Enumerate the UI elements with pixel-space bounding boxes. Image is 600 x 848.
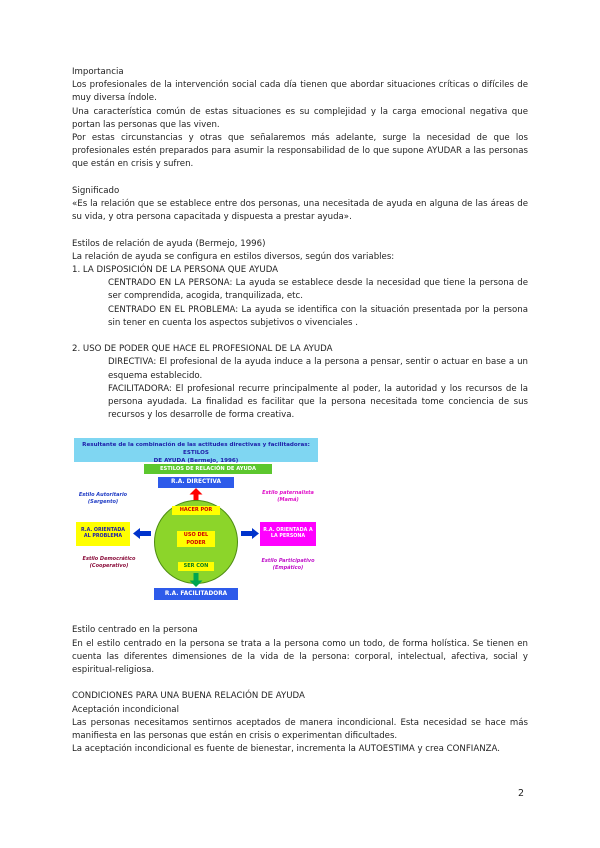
- heading-aceptacion-incondicional: Aceptación incondicional: [72, 704, 179, 715]
- heading-estilo-centrado-persona: Estilo centrado en la persona: [72, 625, 198, 636]
- paragraph-aceptacion-1: Las personas necesitamos sentirnos aceptados de manera incondicional. Esta necesidad se hace más manifiesta en las personas que están en crisis o experimentan dificultades.: [72, 717, 528, 742]
- style-label-line: Estilo paternalista: [262, 490, 314, 497]
- style-label-line: Estilo Democrático: [82, 556, 136, 563]
- paragraph-facilitadora: FACILITADORA: El profesional recurre principalmente al poder, la autoridad y los recursos de la persona ayudada. La finalidad es facilitar que la persona necesitada tome conciencia de sus recursos y los desarrolle de forma creativa.: [108, 383, 528, 421]
- page-number: 2: [517, 788, 524, 799]
- paragraph-aceptacion-2: La aceptación incondicional es fuente de bienestar, incrementa la AUTOESTIMA y crea CONFIANZA.: [72, 744, 500, 755]
- heading-condiciones: CONDICIONES PARA UNA BUENA RELACIÓN DE AYUDA: [72, 691, 305, 702]
- diagram-chip-hacer-por: HACER POR: [172, 506, 220, 515]
- left-arrow-icon: [133, 528, 151, 539]
- diagram-title-line1: Resultante de la combinación de las actitudes directivas y facilitadoras: ESTILOS: [82, 442, 310, 457]
- diagram-box-facilitadora: R.A. FACILITADORA: [154, 588, 238, 600]
- style-label-democratico: [78, 556, 140, 569]
- paragraph-significado-quote: «Es la relación que se establece entre dos personas, una necesitada de ayuda en alguna de las áreas de su vida, y otra persona capacitada y dispuesta a prestar ayuda».: [72, 199, 528, 223]
- style-label-participativo: [258, 558, 318, 571]
- diagram-title-bar: [74, 438, 318, 465]
- heading-importancia: Importancia: [72, 67, 124, 77]
- style-label-paternalista: [258, 490, 318, 503]
- down-arrow-icon: [189, 573, 203, 587]
- heading-estilos-relacion: Estilos de relación de ayuda (Bermejo, 1996): [72, 238, 266, 249]
- paragraph-centrado-persona: CENTRADO EN LA PERSONA: La ayuda se establece desde la necesidad que tiene la persona de ser comprendida, acogida, tranquilizada, etc.: [108, 278, 528, 302]
- right-arrow-icon: [241, 528, 259, 539]
- estilos-de-ayuda-diagram: [74, 438, 318, 604]
- paragraph-importancia-1: Los profesionales de la intervención social cada día tienen que abordar situaciones críticas o difíciles de muy diversa índole.: [72, 80, 528, 104]
- style-label-tag: (Sargento): [87, 498, 119, 505]
- diagram-axis-label: ESTILOS DE RELACIÓN DE AYUDA: [144, 464, 272, 474]
- variable1-title: 1. LA DISPOSICIÓN DE LA PERSONA QUE AYUDA: [72, 265, 279, 276]
- paragraph-directiva: DIRECTIVA: El profesional de la ayuda induce a la persona a pensar, sentir o actuar en base a un esquema establecido.: [108, 357, 528, 381]
- style-label-line: Estilo Autoritario: [78, 492, 128, 499]
- diagram-box-directiva: R.A. DIRECTIVA: [158, 477, 234, 488]
- spacer: [72, 330, 528, 343]
- spacer: [72, 172, 528, 185]
- diagram-chip-ser-con: SER CON: [178, 562, 214, 571]
- diagram-box-orientada-problema: R.A. ORIENTADA AL PROBLEMA: [76, 522, 130, 546]
- style-label-tag: (Mamá): [277, 496, 299, 503]
- diagram-title-line2: DE AYUDA (Bermejo, 1996): [153, 458, 239, 465]
- style-label-tag: (Cooperativo): [89, 562, 129, 569]
- paragraph-centrado-problema: CENTRADO EN EL PROBLEMA: La ayuda se identifica con la situación presentada por la persona sin tener en cuenta los aspectos subjetivos o vivenciales .: [108, 304, 528, 328]
- spacer: [72, 677, 528, 690]
- paragraph-estilo-centrado-persona: En el estilo centrado en la persona se trata a la persona como un todo, de forma holística. Se tienen en cuenta las diferentes dimensiones de la vida de la persona: corporal, intelectual, afectiva, social y espiritual-religiosa.: [72, 638, 528, 676]
- heading-significado: Significado: [72, 185, 120, 196]
- paragraph-importancia-3: Por estas circunstancias y otras que señalaremos más adelante, surge la necesidad de que los profesionales estén preparados para asumir la responsabilidad de lo que supone AYUDAR a las personas que están en crisis y sufren.: [72, 133, 528, 170]
- style-label-autoritario: [74, 492, 132, 505]
- style-label-line: Estilo Participativo: [261, 558, 315, 565]
- paragraph-estilos-intro: La relación de ayuda se configura en estilos diversos, según dos variables:: [72, 251, 395, 262]
- variable2-title: 2. USO DE PODER QUE HACE EL PROFESIONAL DE LA AYUDA: [72, 344, 333, 355]
- paragraph-importancia-2: Una característica común de estas situaciones es su complejidad y la carga emocional negativa que portan las personas que las viven.: [72, 106, 528, 130]
- diagram-chip-uso-del-poder: USO DEL PODER: [177, 531, 215, 547]
- style-label-tag: (Empático): [272, 564, 304, 571]
- spacer: [72, 224, 528, 237]
- diagram-box-orientada-persona: R.A. ORIENTADA A LA PERSONA: [260, 522, 316, 546]
